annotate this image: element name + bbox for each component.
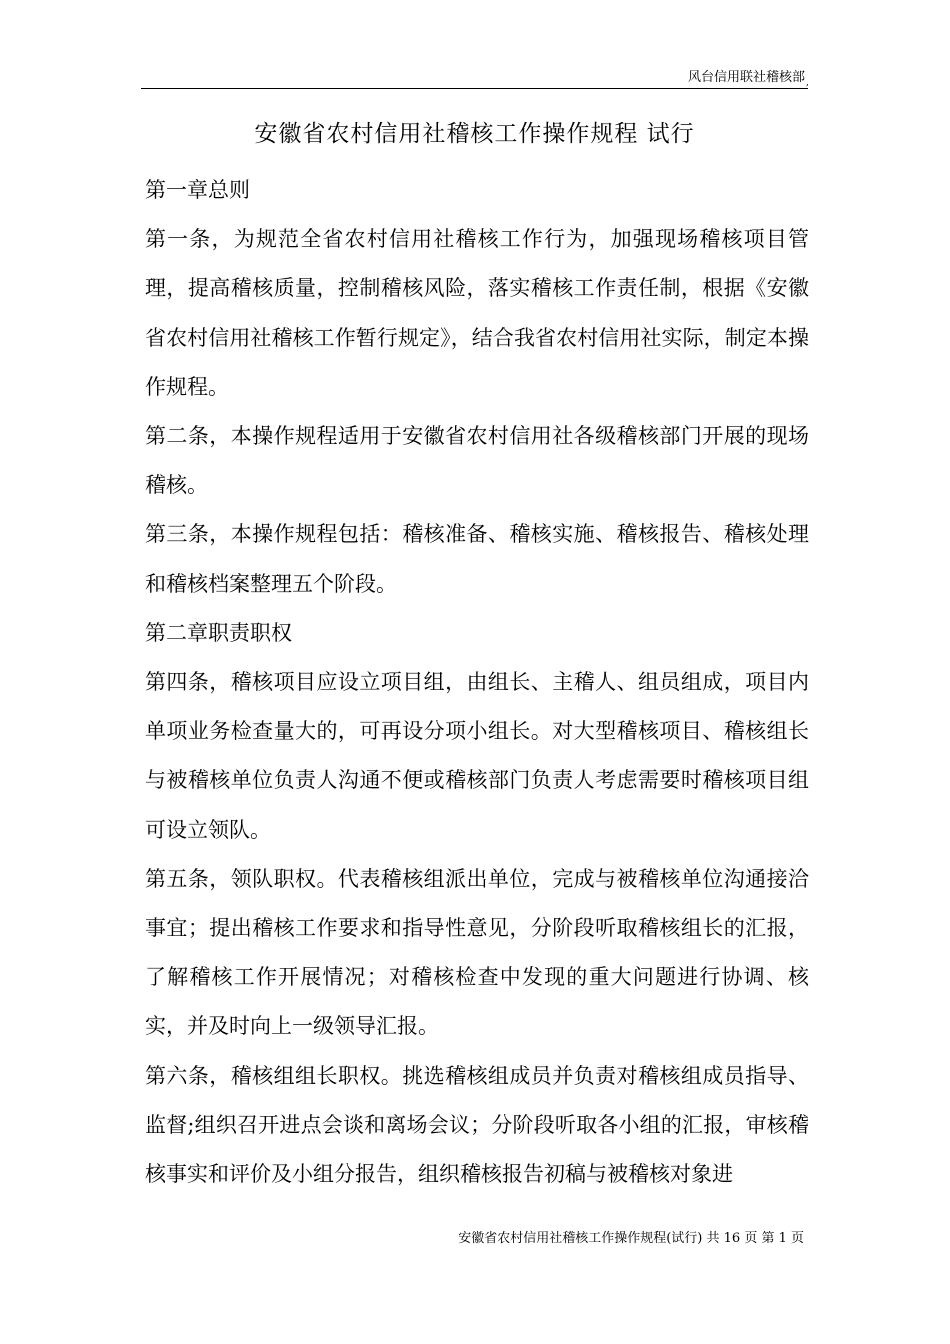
chapter-heading-1: 第一章总则 [145,178,250,202]
article-3: 第三条，本操作规程包括：稽核准备、稽核实施、稽核报告、稽核处理和稽核档案整理五个阶段。 [145,522,809,596]
article-1: 第一条，为规范全省农村信用社稽核工作行为，加强现场稽核项目管理，提高稽核质量，控制稽核风险，落实稽核工作责任制，根据《安徽省农村信用社稽核工作暂行规定》，结合我省农村信用社实际，制定本操作规程。 [145,227,809,399]
article-2: 第二条，本操作规程适用于安徽省农村信用社各级稽核部门开展的现场稽核。 [145,424,809,498]
document-title: 安徽省农村信用社稽核工作操作规程 试行 [254,121,695,147]
page-footer: 安徽省农村信用社稽核工作操作规程(试行) 共 16 页 第 1 页 [458,1231,804,1246]
header-mark: , [806,78,809,88]
chapter-heading-2: 第二章职责职权 [145,620,292,645]
article-4: 第四条，稽核项目应设立项目组，由组长、主稽人、组员组成，项目内单项业务检查量大的，可再设分项小组长。对大型稽核项目、稽核组长与被稽核单位负责人沟通不便或稽核部门负责人考虑需要时稽核项目组可设立领队。 [145,670,809,842]
header-rule [141,88,808,89]
document-body [145,166,809,1199]
article-5: 第五条，领队职权。代表稽核组派出单位，完成与被稽核单位沟通接洽事宜；提出稽核工作要求和指导性意见，分阶段听取稽核组长的汇报，了解稽核工作开展情况；对稽核检查中发现的重大问题进行协调、核实，并及时向上一级领导汇报。 [145,866,809,1039]
article-6: 第六条，稽核组组长职权。挑选稽核组成员并负责对稽核组成员指导、监督;组织召开进点会谈和离场会议；分阶段听取各小组的汇报，审核稽核事实和评价及小组分报告，组织稽核报告初稿与被稽核对象进 [145,1063,809,1187]
running-header: 风台信用联社稽核部 [687,70,805,85]
